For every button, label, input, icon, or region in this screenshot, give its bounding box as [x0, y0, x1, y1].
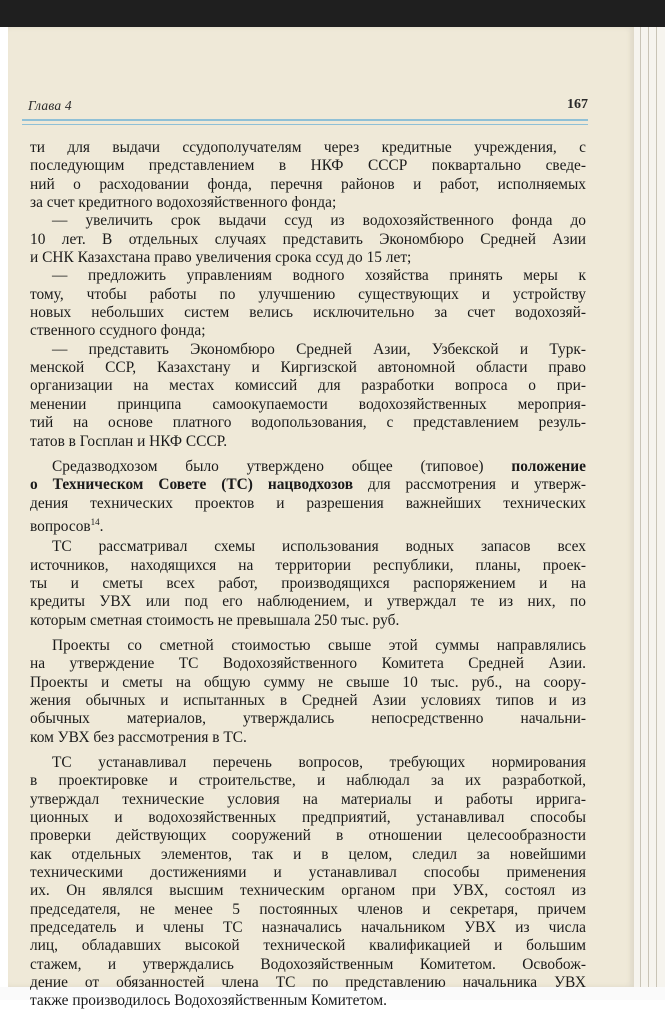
paragraph-gap	[30, 531, 586, 538]
body-text	[30, 139, 586, 1011]
text-line: — представить Экономбюро Средней Азии, Узбекской и Турк-	[52, 340, 586, 358]
text-line: в проектировке и строительстве, и наблюдал за их разработкой,	[30, 772, 586, 790]
paragraph-gap	[30, 630, 586, 637]
text-line: также производилось Водохозяйственным Комитетом.	[30, 992, 387, 1010]
text-line: на утверждение ТС Водохозяйственного Комитета Средней Азии.	[30, 655, 586, 673]
text-line: — предложить управлениям водного хозяйства принять меры к	[52, 267, 586, 285]
header-rule-top	[22, 119, 588, 121]
text-line: менской ССР, Казахстану и Киргизской автономной области право	[30, 359, 586, 377]
text-line: дение от обязанностей члена ТС по представлению начальника УВХ	[30, 974, 586, 992]
text-line: председатель и члены ТС назначались начальником УВХ из числа	[30, 919, 586, 937]
page-number: 167	[567, 97, 588, 112]
text-line: последующим представлением в НКФ СССР поквартально сведе-	[30, 157, 586, 175]
text-line: ты и сметы всех работ, производящихся распоряжением и на	[30, 574, 586, 592]
text-line: проверки действующих сооружений в отношении целесообразности	[30, 827, 586, 845]
text-line: жения обычных и испытанных в Средней Азии условиях типов и из	[30, 691, 586, 709]
paragraph-gap	[30, 451, 586, 458]
text-line: обычных материалов, утверждались непосредственно начальни-	[30, 710, 586, 728]
text-line: вопросов$^{14}$.	[30, 516, 104, 535]
text-line: и СНК Казахстана право увеличения срока ссуд до 15 лет;	[30, 249, 412, 267]
text-line: Проекты и сметы на общую сумму не свыше 10 тыс. руб., на соору-	[30, 673, 586, 691]
text-line: которым сметная стоимость не превышала 250 тыс. руб.	[30, 611, 400, 629]
text-line: о Техническом Совете (ТС) нацводхозов для рассмотрения и утверж-	[30, 476, 586, 494]
text-line: источников, находящихся на территории республики, планы, проек-	[30, 556, 586, 574]
text-line: утверждал технические условия на материалы и работы ирригa-	[30, 790, 586, 808]
text-line: ционных и водохозяйственных предприятий, устанавливал способы	[30, 809, 586, 827]
text-line: стажем, и утверждались Водохозяйственным Комитетом. Освобож-	[30, 955, 586, 973]
text-line: татов в Госплан и НКФ СССР.	[30, 432, 228, 450]
text-line: — увеличить срок выдачи ссуд из водохозяйственного фонда до	[52, 212, 586, 230]
text-line: Средазводхозом было утверждено общее (типовое) положение	[52, 457, 586, 475]
header-rule-bottom	[22, 124, 588, 125]
text-line: ти для выдачи ссудополучателям через кредитные учреждения, с	[30, 139, 586, 156]
chapter-label: Глава 4	[28, 98, 72, 113]
text-line: техническими достижениями и устанавливал способы применения	[30, 864, 586, 882]
text-line: ственного ссудного фонда;	[30, 322, 206, 340]
text-line: Проекты со сметной стоимостью свыше этой суммы направлялись	[52, 636, 586, 654]
text-line: тий на основе платного водопользования, с представлением резуль-	[30, 414, 586, 432]
text-line: дения технических проектов и разрешения важнейших технических	[30, 494, 586, 512]
text-line: организации на местах комиссий для разработки вопроса о при-	[30, 377, 586, 395]
text-line: как отдельных элементов, так и в целом, следил за новейшими	[30, 845, 586, 863]
text-line: 10 лет. В отдельных случаях представить Экономбюро Средней Азии	[30, 230, 586, 248]
text-line: ний о расходовании фонда, перечня районов и работ, исполняемых	[30, 175, 586, 193]
paragraph-gap	[30, 747, 586, 754]
text-line: менении принципа самоокупаемости водохозяйственных мероприя-	[30, 395, 586, 413]
text-line: ТС рассматривал схемы использования водных запасов всех	[52, 538, 586, 556]
running-head	[22, 96, 588, 118]
text-line: лиц, обладавших высокой технической квалификацией и большим	[30, 937, 586, 955]
page-edge	[634, 27, 665, 987]
text-line: за счет кредитного водохозяйственного фонда;	[30, 194, 337, 212]
text-line: председателя, не менее 5 постоянных членов и секретаря, причем	[30, 900, 586, 918]
text-line: кредиты УВХ или под его наблюдением, и утверждал те из них, по	[30, 593, 586, 611]
text-line: тому, чтобы работы по улучшению существующих и устройству	[30, 285, 586, 303]
text-line: ТС устанавливал перечень вопросов, требующих нормирования	[52, 754, 586, 771]
text-line: ком УВХ без рассмотрения в ТС.	[30, 728, 247, 746]
text-line: их. Он являлся высшим техническим органом при УВХ, состоял из	[30, 882, 586, 900]
scan-top-border	[0, 0, 665, 27]
text-line: новых небольших систем велись исключительно за счет водохозяй-	[30, 304, 586, 322]
